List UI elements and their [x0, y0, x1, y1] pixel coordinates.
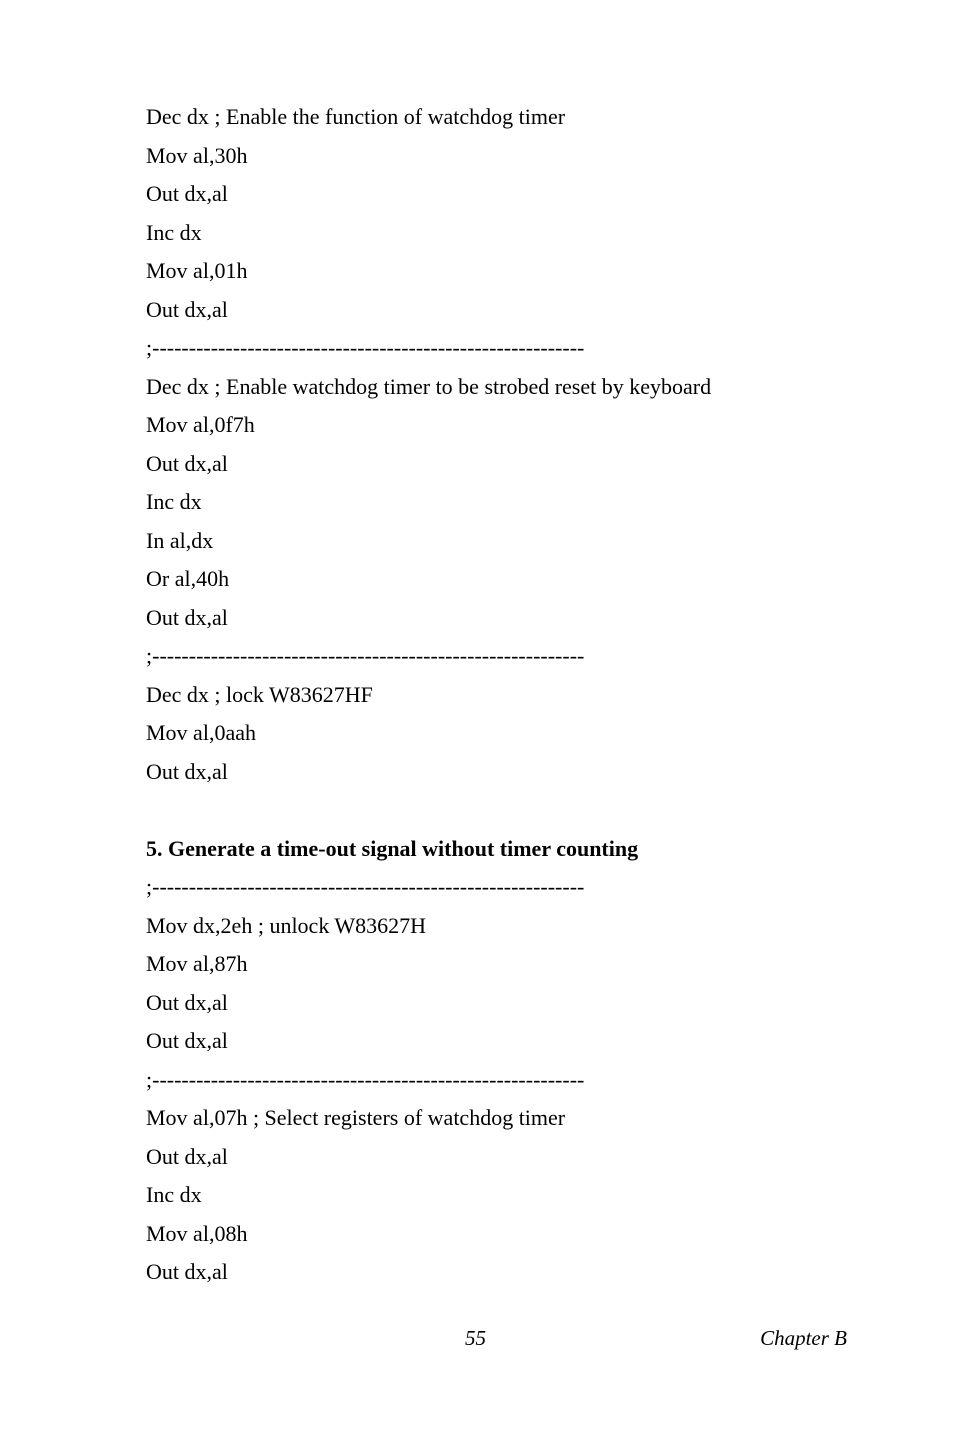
code-line: Or al,40h [146, 566, 230, 591]
code-line: Out dx,al [146, 1259, 228, 1284]
code-line: Mov al,0f7h [146, 412, 255, 437]
code-line: ;----------------------------------------------------------- [146, 1066, 585, 1092]
code-line: Inc dx [146, 489, 202, 514]
page-number: 55 [465, 1326, 486, 1350]
code-line: In al,dx [146, 527, 214, 553]
code-line: Inc dx [146, 219, 202, 245]
code-line: Mov al,87h [146, 951, 248, 976]
code-line: Mov dx,2eh ; unlock W83627H [146, 912, 427, 938]
code-line: ;----------------------------------------------------------- [146, 874, 585, 899]
code-line: Mov al,30h [146, 142, 248, 168]
code-line: Out dx,al [146, 296, 228, 322]
code-line: Mov al,07h ; Select registers of watchdog timer [146, 1105, 566, 1130]
code-line: Out dx,al [146, 604, 228, 630]
code-line: Mov al,0aah [146, 720, 256, 745]
code-line: Mov al,08h [146, 1220, 248, 1246]
code-line: ;----------------------------------------------------------- [146, 643, 585, 668]
code-line: Out dx,al [146, 758, 228, 784]
code-block-1 [146, 98, 846, 791]
code-line: Out dx,al [146, 1028, 228, 1053]
code-line: Out dx,al [146, 989, 228, 1015]
section-heading: 5. Generate a time-out signal without timer counting [146, 835, 639, 861]
code-line: Dec dx ; Enable watchdog timer to be strobed reset by keyboard [146, 373, 712, 399]
code-line: Dec dx ; Enable the function of watchdog timer [146, 104, 566, 129]
code-line: Out dx,al [146, 450, 228, 476]
code-line: Out dx,al [146, 181, 228, 206]
chapter-label: Chapter B [760, 1326, 847, 1350]
code-line: Dec dx ; lock W83627HF [146, 681, 373, 707]
code-line: Inc dx [146, 1182, 202, 1207]
code-block-2 [146, 868, 846, 1292]
code-line: Out dx,al [146, 1143, 228, 1169]
blank-line [146, 791, 846, 830]
page-content [146, 98, 846, 1292]
code-line: ;----------------------------------------------------------- [146, 335, 585, 360]
code-line: Mov al,01h [146, 258, 248, 283]
